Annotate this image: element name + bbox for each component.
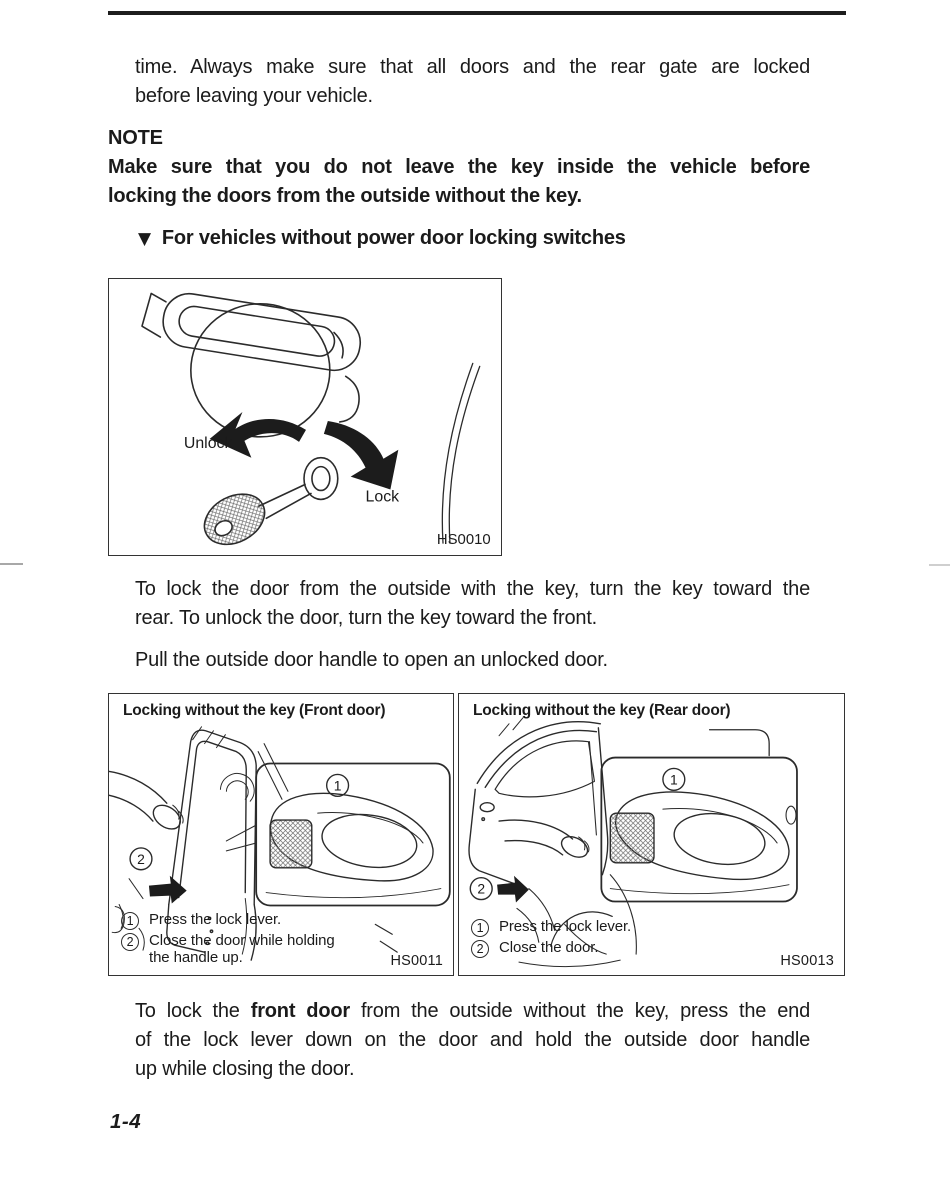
section-heading — [138, 227, 626, 250]
step-text: Close the door. — [499, 939, 599, 956]
handle-bezel — [340, 376, 359, 422]
note-block — [108, 124, 810, 211]
paragraph-line: rear. To unlock the door, turn the key toward the front. — [135, 607, 598, 629]
step-number-badge: 2 — [471, 940, 489, 958]
closing-bold: front door — [250, 1000, 350, 1022]
lock-label: Lock — [365, 488, 400, 506]
step-row — [121, 912, 335, 930]
door-handle — [140, 287, 364, 374]
key-lock-illustration — [109, 279, 501, 555]
inset-leader — [226, 825, 256, 851]
paragraph-line: up while closing the door. — [135, 1058, 355, 1080]
key — [196, 484, 311, 554]
rear-figure-code: HS0013 — [780, 953, 834, 969]
closing-pre: To lock the — [135, 1000, 251, 1022]
triangle-marker-icon: ▼ — [138, 229, 151, 249]
callout-1-number: 1 — [333, 777, 342, 794]
key-lock-paragraph — [135, 575, 810, 633]
front-panel-title: Locking without the key (Front door) — [123, 702, 386, 719]
arm-hand — [499, 820, 591, 861]
front-panel-steps — [121, 912, 335, 969]
figure-code: HS0010 — [436, 532, 491, 549]
page-number: 1-4 — [110, 1110, 142, 1133]
closing-post: from the outside without the key, press the end — [349, 1000, 811, 1022]
left-edge-mark — [0, 563, 23, 565]
step-text-line: the handle up. — [149, 948, 243, 966]
unlock-label: Unlock — [183, 434, 233, 452]
note-line: locking the doors from the outside without the key. — [108, 185, 582, 207]
paragraph-line: before leaving your vehicle. — [135, 85, 373, 107]
paragraph-line: To lock the door from the outside with the key, turn the key toward the — [135, 578, 810, 600]
step-number-badge: 1 — [471, 919, 489, 937]
note-line: Make sure that you do not leave the key inside the vehicle before — [108, 156, 810, 178]
note-label: NOTE — [108, 127, 163, 149]
front-figure-code: HS0011 — [390, 953, 443, 969]
step-row — [471, 919, 631, 937]
rear-panel-title: Locking without the key (Rear door) — [473, 702, 731, 719]
step-text-line: Close the door while holding — [149, 932, 335, 949]
intro-paragraph — [135, 53, 810, 111]
step-number-badge: 2 — [121, 933, 139, 951]
arm-hand — [109, 771, 184, 833]
paragraph-line: Pull the outside door handle to open an unlocked door. — [135, 649, 608, 671]
paragraph-line: time. Always make sure that all doors and the rear gate are locked — [135, 56, 810, 78]
lock-lever-pad — [270, 820, 312, 868]
section-heading-text: For vehicles without power door locking switches — [161, 227, 626, 249]
top-rule — [108, 11, 846, 15]
front-door-figure — [108, 693, 454, 976]
callout-1-number: 1 — [669, 771, 678, 788]
door-edge — [442, 363, 479, 543]
handle-paragraph — [135, 646, 810, 675]
step-number-badge: 1 — [121, 912, 139, 930]
lock-lever-pad — [610, 813, 654, 863]
behind-panel-edge — [710, 730, 770, 756]
lock-arrow-icon — [324, 421, 398, 490]
step-text: Press the lock lever. — [149, 911, 282, 928]
key-lock-figure — [108, 278, 502, 556]
step-text — [149, 933, 335, 966]
step-text: Press the lock lever. — [499, 918, 632, 935]
paragraph-line: of the lock lever down on the door and hold the outside door handle — [135, 1029, 810, 1051]
callout-2-number: 2 — [137, 850, 145, 867]
lock-cylinder — [304, 458, 338, 500]
tick-marks — [375, 924, 397, 952]
step-row — [471, 940, 631, 958]
right-edge-mark — [929, 564, 950, 566]
step-row — [121, 933, 335, 966]
callout-2-number: 2 — [477, 880, 486, 897]
closing-paragraph — [135, 997, 810, 1084]
paragraph-line — [135, 997, 810, 1026]
rear-door-figure — [458, 693, 845, 976]
rear-panel-steps — [471, 919, 631, 961]
